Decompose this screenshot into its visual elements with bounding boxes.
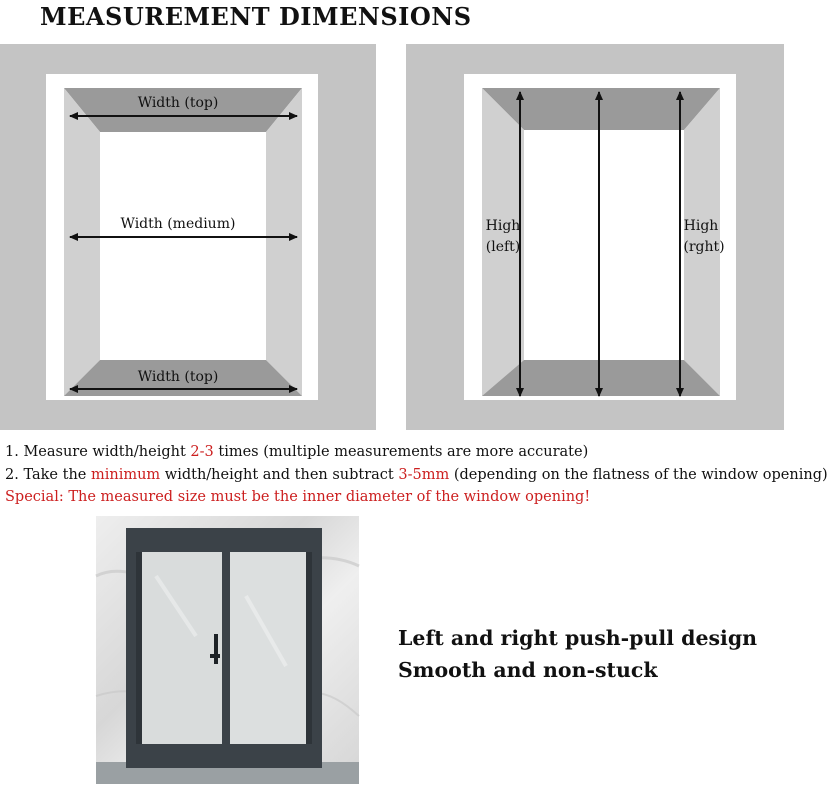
window-product-photo xyxy=(96,516,359,784)
high-right-label-line2: (rght) xyxy=(683,239,725,255)
instruction-2-text-c: (depending on the flatness of the window opening) xyxy=(449,466,828,483)
instruction-2-text-a: 2. Take the xyxy=(5,466,91,483)
instruction-2-highlight-minimum: minimum xyxy=(90,466,161,483)
width-medium-label: Width (medium) xyxy=(120,216,236,232)
page-title: MEASUREMENT DIMENSIONS xyxy=(40,2,472,31)
product-slogan xyxy=(398,622,757,686)
high-right-label-line1: High xyxy=(683,218,719,234)
instruction-1-text-b: times (multiple measurements are more accurate) xyxy=(213,444,589,460)
slogan-line-2: Smooth and non-stuck xyxy=(398,658,658,682)
instruction-2 xyxy=(5,464,828,487)
measurement-instructions xyxy=(5,441,828,509)
special-note: Special: The measured size must be the inner diameter of the window opening! xyxy=(5,489,591,505)
instruction-1 xyxy=(5,441,785,464)
window-opening xyxy=(100,132,266,360)
height-diagram xyxy=(406,44,784,430)
right-glass-pane xyxy=(228,552,306,750)
left-glass-pane xyxy=(142,552,222,750)
width-diagram xyxy=(0,44,376,430)
high-left-label-line1: High xyxy=(485,218,521,234)
height-diagram-drawing xyxy=(406,44,784,430)
width-diagram-drawing xyxy=(0,44,376,430)
window-handle xyxy=(214,634,218,664)
instruction-2-highlight-mm: 3-5mm xyxy=(398,466,450,483)
width-top-label: Width (top) xyxy=(137,95,219,111)
width-bottom-label: Width (top) xyxy=(137,369,219,385)
slogan-line-1: Left and right push-pull design xyxy=(398,626,758,650)
reveal-bottom xyxy=(482,360,720,396)
instruction-1-highlight: 2-3 xyxy=(190,444,214,460)
instruction-1-text-a: 1. Measure width/height xyxy=(5,444,191,460)
instruction-2-text-b: width/height and then subtract xyxy=(160,466,399,483)
reveal-left xyxy=(64,88,100,396)
reveal-top xyxy=(482,88,720,130)
meeting-rail xyxy=(222,538,230,756)
window-opening xyxy=(524,130,684,360)
reveal-right xyxy=(266,88,302,396)
high-left-label-line2: (left) xyxy=(485,239,521,255)
sliding-window-illustration xyxy=(96,516,359,784)
